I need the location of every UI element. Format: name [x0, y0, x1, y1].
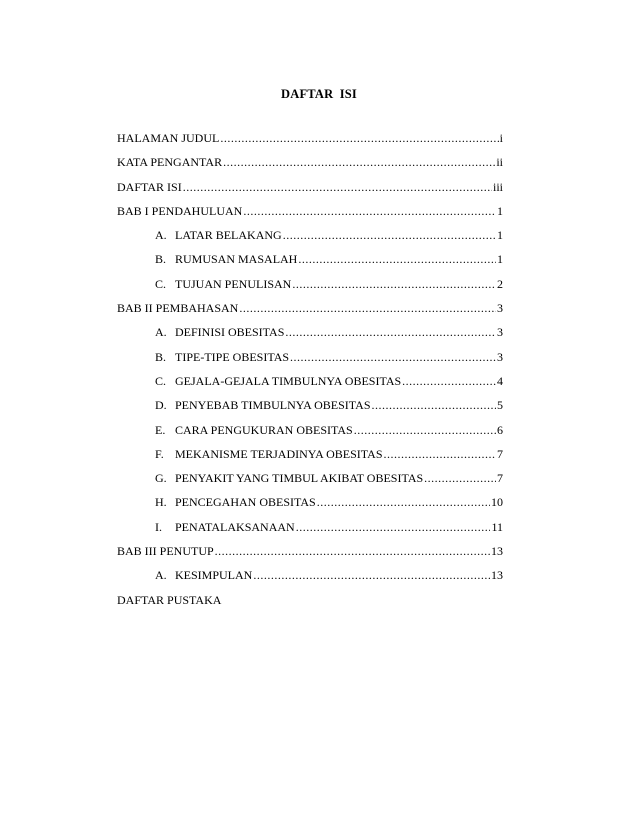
toc-entry: [117, 204, 503, 228]
toc-entry: [117, 520, 503, 544]
toc-entry: [117, 593, 503, 617]
toc-entry-prefix: F.: [155, 446, 164, 461]
dot-leader: [424, 471, 496, 485]
toc-entry-page-number: 1: [497, 203, 503, 218]
dot-leader: [215, 544, 490, 558]
toc-entry: [117, 301, 503, 325]
table-of-contents: [117, 131, 503, 617]
toc-entry-prefix: I.: [155, 519, 162, 534]
toc-entry: [117, 252, 503, 276]
toc-entry: [117, 471, 503, 495]
dot-leader: [317, 495, 490, 509]
toc-entry-page-number: 7: [497, 446, 503, 461]
toc-entry-prefix: B.: [155, 349, 167, 364]
toc-entry-page-number: 1: [497, 228, 503, 243]
toc-entry-label: BAB I PENDAHULUAN: [117, 203, 243, 218]
dot-leader: [285, 325, 496, 339]
toc-entry-label: MEKANISME TERJADINYA OBESITAS: [175, 446, 383, 461]
dot-leader: [220, 131, 498, 145]
toc-entry: [117, 325, 503, 349]
dot-leader: [290, 350, 496, 364]
toc-entry-prefix: C.: [155, 276, 167, 291]
toc-entry: [117, 180, 503, 204]
toc-entry-label: KESIMPULAN: [175, 568, 253, 583]
dot-leader: [223, 155, 495, 169]
toc-entry: [117, 398, 503, 422]
toc-entry: [117, 228, 503, 252]
dot-leader: [239, 301, 496, 315]
page-title: DAFTAR ISI: [281, 87, 357, 101]
toc-entry-label: PENATALAKSANAAN: [175, 519, 295, 534]
toc-entry: [117, 568, 503, 592]
toc-entry-prefix: H.: [155, 495, 167, 510]
toc-entry: [117, 495, 503, 519]
toc-entry-page-number: ii: [496, 155, 503, 170]
dot-leader: [354, 423, 496, 437]
toc-entry-label: BAB II PEMBAHASAN: [117, 301, 239, 316]
dot-leader: [283, 228, 496, 242]
toc-entry-page-number: i: [499, 131, 503, 145]
toc-entry-label: HALAMAN JUDUL: [117, 131, 220, 145]
toc-entry-label: PENYAKIT YANG TIMBUL AKIBAT OBESITAS: [175, 471, 424, 486]
dot-leader: [296, 520, 491, 534]
toc-entry-prefix: E.: [155, 422, 166, 437]
toc-entry: [117, 131, 503, 155]
toc-entry-label: DAFTAR PUSTAKA: [117, 592, 222, 607]
toc-entry-label: KATA PENGANTAR: [117, 155, 223, 170]
toc-entry-label: PENCEGAHAN OBESITAS: [175, 495, 316, 510]
toc-entry-label: PENYEBAB TIMBULNYA OBESITAS: [175, 398, 371, 413]
toc-entry: [117, 544, 503, 568]
toc-entry-page-number: 10: [491, 495, 503, 510]
toc-entry-page-number: 3: [497, 325, 503, 340]
toc-entry-prefix: A.: [155, 228, 167, 243]
dot-leader: [298, 252, 496, 266]
toc-entry-page-number: 5: [497, 398, 503, 413]
toc-entry-prefix: B.: [155, 252, 167, 267]
toc-entry: [117, 447, 503, 471]
dot-leader: [292, 277, 496, 291]
toc-entry-page-number: 6: [497, 422, 503, 437]
toc-entry: [117, 350, 503, 374]
toc-entry-label: CARA PENGUKURAN OBESITAS: [175, 422, 353, 437]
toc-entry: [117, 374, 503, 398]
toc-entry-label: DAFTAR ISI: [117, 179, 182, 194]
toc-entry-page-number: 7: [497, 471, 503, 486]
toc-entry: [117, 155, 503, 179]
toc-entry-page-number: 1: [497, 252, 503, 267]
toc-entry-prefix: A.: [155, 568, 167, 583]
dot-leader: [243, 204, 496, 218]
toc-entry-prefix: G.: [155, 471, 167, 486]
dot-leader: [253, 568, 490, 582]
dot-leader: [372, 398, 496, 412]
toc-entry-page-number: 13: [491, 568, 503, 583]
toc-entry-label: LATAR BELAKANG: [175, 228, 282, 243]
toc-entry-prefix: C.: [155, 373, 167, 388]
toc-entry-label: TUJUAN PENULISAN: [175, 276, 292, 291]
toc-entry-page-number: 4: [497, 373, 503, 388]
dot-leader: [183, 180, 492, 194]
dot-leader: [384, 447, 497, 461]
toc-entry-prefix: D.: [155, 398, 167, 413]
toc-entry-label: GEJALA-GEJALA TIMBULNYA OBESITAS: [175, 373, 402, 388]
toc-entry: [117, 277, 503, 301]
toc-entry-page-number: 11: [491, 519, 503, 534]
toc-entry-label: RUMUSAN MASALAH: [175, 252, 298, 267]
toc-entry-label: TIPE-TIPE OBESITAS: [175, 349, 290, 364]
toc-entry-page-number: 3: [497, 349, 503, 364]
toc-entry-prefix: A.: [155, 325, 167, 340]
toc-entry-label: DEFINISI OBESITAS: [175, 325, 285, 340]
toc-entry-page-number: 3: [497, 301, 503, 316]
toc-entry-page-number: iii: [492, 179, 503, 194]
toc-entry-label: BAB III PENUTUP: [117, 544, 214, 559]
toc-entry-page-number: 13: [491, 544, 503, 559]
toc-entry-page-number: 2: [497, 276, 503, 291]
toc-entry: [117, 423, 503, 447]
dot-leader: [402, 374, 496, 388]
